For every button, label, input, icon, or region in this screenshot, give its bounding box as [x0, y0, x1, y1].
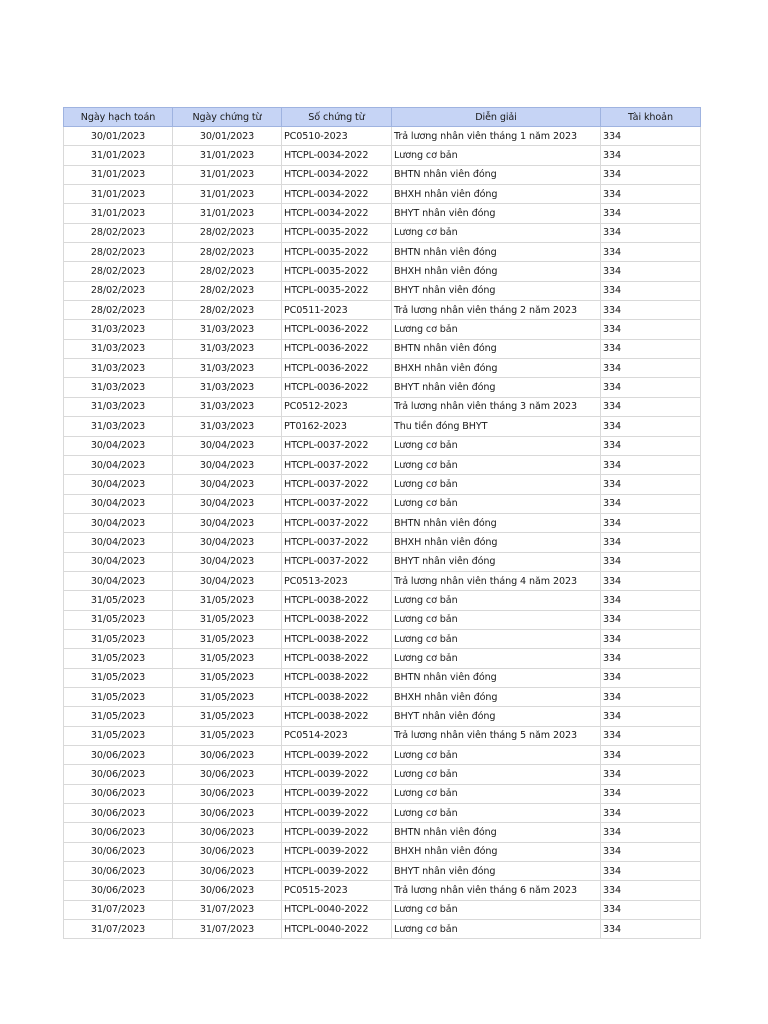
document-date-cell: 31/01/2023 — [173, 165, 282, 184]
account-cell: 334 — [601, 455, 701, 474]
document-date-cell: 30/06/2023 — [173, 746, 282, 765]
description-cell: BHTN nhân viên đóng — [392, 513, 601, 532]
document-date-cell: 28/02/2023 — [173, 262, 282, 281]
document-date-cell: 30/06/2023 — [173, 881, 282, 900]
document-number-cell: HTCPL-0035-2022 — [282, 223, 392, 242]
document-number-cell: HTCPL-0039-2022 — [282, 823, 392, 842]
description-cell: Trả lương nhân viên tháng 5 năm 2023 — [392, 726, 601, 745]
description-cell: Lương cơ bản — [392, 765, 601, 784]
table-row — [64, 746, 701, 765]
accounting-date-cell: 31/01/2023 — [64, 146, 173, 165]
document-number-cell: HTCPL-0034-2022 — [282, 185, 392, 204]
document-number-cell: HTCPL-0040-2022 — [282, 900, 392, 919]
account-cell: 334 — [601, 165, 701, 184]
header-accounting-date: Ngày hạch toán — [64, 108, 173, 127]
description-cell: Lương cơ bản — [392, 223, 601, 242]
description-cell: Lương cơ bản — [392, 475, 601, 494]
accounting-date-cell: 31/03/2023 — [64, 417, 173, 436]
accounting-date-cell: 30/04/2023 — [64, 513, 173, 532]
ledger-sheet — [63, 107, 701, 939]
description-cell: Lương cơ bản — [392, 746, 601, 765]
document-number-cell: HTCPL-0039-2022 — [282, 862, 392, 881]
table-row — [64, 475, 701, 494]
document-date-cell: 30/04/2023 — [173, 552, 282, 571]
description-cell: BHXH nhân viên đóng — [392, 262, 601, 281]
document-date-cell: 30/04/2023 — [173, 494, 282, 513]
table-row — [64, 920, 701, 939]
document-date-cell: 31/01/2023 — [173, 185, 282, 204]
account-cell: 334 — [601, 262, 701, 281]
document-number-cell: HTCPL-0036-2022 — [282, 359, 392, 378]
accounting-date-cell: 28/02/2023 — [64, 243, 173, 262]
document-number-cell: HTCPL-0034-2022 — [282, 165, 392, 184]
document-date-cell: 31/05/2023 — [173, 726, 282, 745]
document-number-cell: HTCPL-0038-2022 — [282, 687, 392, 706]
account-cell: 334 — [601, 204, 701, 223]
document-date-cell: 31/03/2023 — [173, 397, 282, 416]
account-cell: 334 — [601, 378, 701, 397]
account-cell: 334 — [601, 610, 701, 629]
document-date-cell: 31/05/2023 — [173, 668, 282, 687]
document-number-cell: HTCPL-0038-2022 — [282, 668, 392, 687]
document-date-cell: 30/04/2023 — [173, 436, 282, 455]
document-date-cell: 30/06/2023 — [173, 842, 282, 861]
account-cell: 334 — [601, 842, 701, 861]
accounting-date-cell: 30/04/2023 — [64, 455, 173, 474]
account-cell: 334 — [601, 243, 701, 262]
document-number-cell: HTCPL-0039-2022 — [282, 746, 392, 765]
account-cell: 334 — [601, 339, 701, 358]
account-cell: 334 — [601, 475, 701, 494]
account-cell: 334 — [601, 127, 701, 146]
description-cell: Trả lương nhân viên tháng 1 năm 2023 — [392, 127, 601, 146]
accounting-date-cell: 31/03/2023 — [64, 378, 173, 397]
document-number-cell: PT0162-2023 — [282, 417, 392, 436]
table-row — [64, 533, 701, 552]
description-cell: Trả lương nhân viên tháng 2 năm 2023 — [392, 301, 601, 320]
accounting-date-cell: 31/01/2023 — [64, 204, 173, 223]
account-cell: 334 — [601, 185, 701, 204]
document-date-cell: 30/06/2023 — [173, 784, 282, 803]
table-row — [64, 591, 701, 610]
document-number-cell: HTCPL-0037-2022 — [282, 436, 392, 455]
document-date-cell: 31/07/2023 — [173, 920, 282, 939]
description-cell: BHXH nhân viên đóng — [392, 842, 601, 861]
accounting-date-cell: 31/05/2023 — [64, 687, 173, 706]
document-date-cell: 31/05/2023 — [173, 591, 282, 610]
account-cell: 334 — [601, 281, 701, 300]
document-number-cell: HTCPL-0036-2022 — [282, 339, 392, 358]
account-cell: 334 — [601, 436, 701, 455]
description-cell: BHTN nhân viên đóng — [392, 668, 601, 687]
accounting-date-cell: 28/02/2023 — [64, 301, 173, 320]
description-cell: Lương cơ bản — [392, 649, 601, 668]
document-date-cell: 31/01/2023 — [173, 204, 282, 223]
accounting-date-cell: 31/05/2023 — [64, 591, 173, 610]
accounting-date-cell: 30/06/2023 — [64, 765, 173, 784]
accounting-date-cell: 31/07/2023 — [64, 900, 173, 919]
accounting-date-cell: 31/05/2023 — [64, 649, 173, 668]
description-cell: Lương cơ bản — [392, 146, 601, 165]
account-cell: 334 — [601, 629, 701, 648]
account-cell: 334 — [601, 571, 701, 590]
account-cell: 334 — [601, 494, 701, 513]
account-cell: 334 — [601, 533, 701, 552]
document-number-cell: PC0513-2023 — [282, 571, 392, 590]
document-number-cell: PC0512-2023 — [282, 397, 392, 416]
document-date-cell: 31/03/2023 — [173, 359, 282, 378]
document-date-cell: 30/06/2023 — [173, 804, 282, 823]
header-row — [64, 108, 701, 127]
table-row — [64, 804, 701, 823]
table-row — [64, 513, 701, 532]
accounting-date-cell: 31/05/2023 — [64, 610, 173, 629]
account-cell: 334 — [601, 359, 701, 378]
description-cell: Lương cơ bản — [392, 784, 601, 803]
accounting-date-cell: 31/05/2023 — [64, 629, 173, 648]
table-row — [64, 320, 701, 339]
account-cell: 334 — [601, 417, 701, 436]
table-row — [64, 281, 701, 300]
accounting-date-cell: 31/03/2023 — [64, 320, 173, 339]
account-cell: 334 — [601, 223, 701, 242]
description-cell: Lương cơ bản — [392, 610, 601, 629]
document-date-cell: 31/03/2023 — [173, 417, 282, 436]
table-row — [64, 436, 701, 455]
table-row — [64, 862, 701, 881]
document-date-cell: 31/07/2023 — [173, 900, 282, 919]
accounting-date-cell: 31/01/2023 — [64, 165, 173, 184]
accounting-date-cell: 28/02/2023 — [64, 262, 173, 281]
account-cell: 334 — [601, 920, 701, 939]
account-cell: 334 — [601, 900, 701, 919]
description-cell: Lương cơ bản — [392, 320, 601, 339]
accounting-date-cell: 31/05/2023 — [64, 726, 173, 745]
table-row — [64, 687, 701, 706]
accounting-date-cell: 31/03/2023 — [64, 397, 173, 416]
document-date-cell: 30/04/2023 — [173, 571, 282, 590]
description-cell: Lương cơ bản — [392, 455, 601, 474]
document-number-cell: HTCPL-0039-2022 — [282, 842, 392, 861]
document-number-cell: HTCPL-0037-2022 — [282, 455, 392, 474]
accounting-date-cell: 28/02/2023 — [64, 281, 173, 300]
document-number-cell: HTCPL-0038-2022 — [282, 707, 392, 726]
account-cell: 334 — [601, 649, 701, 668]
document-number-cell: HTCPL-0035-2022 — [282, 262, 392, 281]
table-row — [64, 223, 701, 242]
account-cell: 334 — [601, 552, 701, 571]
table-row — [64, 165, 701, 184]
document-date-cell: 31/05/2023 — [173, 610, 282, 629]
description-cell: Trả lương nhân viên tháng 6 năm 2023 — [392, 881, 601, 900]
document-number-cell: HTCPL-0039-2022 — [282, 765, 392, 784]
accounting-date-cell: 30/06/2023 — [64, 784, 173, 803]
account-cell: 334 — [601, 746, 701, 765]
document-date-cell: 30/04/2023 — [173, 455, 282, 474]
document-number-cell: HTCPL-0038-2022 — [282, 610, 392, 629]
description-cell: Lương cơ bản — [392, 900, 601, 919]
table-row — [64, 378, 701, 397]
description-cell: Trả lương nhân viên tháng 3 năm 2023 — [392, 397, 601, 416]
account-cell: 334 — [601, 881, 701, 900]
table-row — [64, 127, 701, 146]
description-cell: BHTN nhân viên đóng — [392, 243, 601, 262]
table-row — [64, 571, 701, 590]
document-number-cell: HTCPL-0038-2022 — [282, 629, 392, 648]
document-date-cell: 30/06/2023 — [173, 765, 282, 784]
accounting-date-cell: 30/06/2023 — [64, 862, 173, 881]
accounting-date-cell: 30/06/2023 — [64, 881, 173, 900]
document-date-cell: 31/03/2023 — [173, 320, 282, 339]
document-date-cell: 28/02/2023 — [173, 301, 282, 320]
description-cell: Thu tiền đóng BHYT — [392, 417, 601, 436]
document-number-cell: PC0515-2023 — [282, 881, 392, 900]
table-row — [64, 629, 701, 648]
document-number-cell: PC0511-2023 — [282, 301, 392, 320]
document-date-cell: 28/02/2023 — [173, 223, 282, 242]
table-row — [64, 301, 701, 320]
accounting-date-cell: 30/04/2023 — [64, 533, 173, 552]
document-number-cell: HTCPL-0039-2022 — [282, 804, 392, 823]
table-row — [64, 339, 701, 358]
table-row — [64, 784, 701, 803]
document-date-cell: 31/05/2023 — [173, 707, 282, 726]
header-account: Tài khoản — [601, 108, 701, 127]
account-cell: 334 — [601, 513, 701, 532]
accounting-date-cell: 30/06/2023 — [64, 746, 173, 765]
table-row — [64, 707, 701, 726]
description-cell: BHYT nhân viên đóng — [392, 552, 601, 571]
table-row — [64, 185, 701, 204]
table-row — [64, 494, 701, 513]
account-cell: 334 — [601, 320, 701, 339]
document-number-cell: HTCPL-0034-2022 — [282, 146, 392, 165]
description-cell: Trả lương nhân viên tháng 4 năm 2023 — [392, 571, 601, 590]
table-body — [64, 127, 701, 939]
document-number-cell: HTCPL-0037-2022 — [282, 552, 392, 571]
document-date-cell: 31/03/2023 — [173, 378, 282, 397]
document-date-cell: 30/04/2023 — [173, 475, 282, 494]
description-cell: BHYT nhân viên đóng — [392, 707, 601, 726]
description-cell: Lương cơ bản — [392, 591, 601, 610]
table-row — [64, 417, 701, 436]
account-cell: 334 — [601, 146, 701, 165]
accounting-date-cell: 30/04/2023 — [64, 494, 173, 513]
accounting-date-cell: 31/01/2023 — [64, 185, 173, 204]
description-cell: Lương cơ bản — [392, 629, 601, 648]
description-cell: BHYT nhân viên đóng — [392, 281, 601, 300]
description-cell: Lương cơ bản — [392, 804, 601, 823]
table-row — [64, 552, 701, 571]
document-number-cell: PC0510-2023 — [282, 127, 392, 146]
document-number-cell: HTCPL-0036-2022 — [282, 320, 392, 339]
header-document-number: Số chứng từ — [282, 108, 392, 127]
accounting-date-cell: 30/06/2023 — [64, 823, 173, 842]
accounting-date-cell: 30/01/2023 — [64, 127, 173, 146]
table-row — [64, 881, 701, 900]
table-row — [64, 146, 701, 165]
description-cell: BHXH nhân viên đóng — [392, 687, 601, 706]
document-number-cell: HTCPL-0036-2022 — [282, 378, 392, 397]
table-row — [64, 610, 701, 629]
header-document-date: Ngày chứng từ — [173, 108, 282, 127]
accounting-date-cell: 31/03/2023 — [64, 359, 173, 378]
account-cell: 334 — [601, 804, 701, 823]
accounting-date-cell: 30/04/2023 — [64, 475, 173, 494]
ledger-table — [63, 107, 701, 939]
document-date-cell: 31/01/2023 — [173, 146, 282, 165]
account-cell: 334 — [601, 726, 701, 745]
header-description: Diễn giải — [392, 108, 601, 127]
description-cell: BHXH nhân viên đóng — [392, 359, 601, 378]
accounting-date-cell: 30/04/2023 — [64, 552, 173, 571]
accounting-date-cell: 31/05/2023 — [64, 707, 173, 726]
document-number-cell: HTCPL-0037-2022 — [282, 533, 392, 552]
account-cell: 334 — [601, 862, 701, 881]
table-row — [64, 726, 701, 745]
account-cell: 334 — [601, 668, 701, 687]
accounting-date-cell: 28/02/2023 — [64, 223, 173, 242]
table-row — [64, 765, 701, 784]
description-cell: BHXH nhân viên đóng — [392, 185, 601, 204]
document-number-cell: HTCPL-0039-2022 — [282, 784, 392, 803]
accounting-date-cell: 30/06/2023 — [64, 842, 173, 861]
description-cell: Lương cơ bản — [392, 436, 601, 455]
description-cell: BHYT nhân viên đóng — [392, 204, 601, 223]
document-number-cell: HTCPL-0034-2022 — [282, 204, 392, 223]
account-cell: 334 — [601, 707, 701, 726]
document-number-cell: PC0514-2023 — [282, 726, 392, 745]
table-row — [64, 668, 701, 687]
description-cell: Lương cơ bản — [392, 494, 601, 513]
document-number-cell: HTCPL-0038-2022 — [282, 591, 392, 610]
description-cell: BHYT nhân viên đóng — [392, 378, 601, 397]
document-date-cell: 28/02/2023 — [173, 281, 282, 300]
description-cell: BHTN nhân viên đóng — [392, 165, 601, 184]
document-number-cell: HTCPL-0040-2022 — [282, 920, 392, 939]
document-date-cell: 31/05/2023 — [173, 687, 282, 706]
document-number-cell: HTCPL-0037-2022 — [282, 475, 392, 494]
document-date-cell: 30/04/2023 — [173, 533, 282, 552]
description-cell: BHTN nhân viên đóng — [392, 339, 601, 358]
account-cell: 334 — [601, 823, 701, 842]
description-cell: Lương cơ bản — [392, 920, 601, 939]
document-number-cell: HTCPL-0038-2022 — [282, 649, 392, 668]
document-date-cell: 31/05/2023 — [173, 649, 282, 668]
document-date-cell: 31/03/2023 — [173, 339, 282, 358]
accounting-date-cell: 30/04/2023 — [64, 571, 173, 590]
account-cell: 334 — [601, 765, 701, 784]
accounting-date-cell: 31/07/2023 — [64, 920, 173, 939]
table-row — [64, 823, 701, 842]
table-row — [64, 204, 701, 223]
table-row — [64, 900, 701, 919]
description-cell: BHXH nhân viên đóng — [392, 533, 601, 552]
document-date-cell: 28/02/2023 — [173, 243, 282, 262]
description-cell: BHYT nhân viên đóng — [392, 862, 601, 881]
accounting-date-cell: 31/05/2023 — [64, 668, 173, 687]
account-cell: 334 — [601, 687, 701, 706]
table-row — [64, 243, 701, 262]
account-cell: 334 — [601, 784, 701, 803]
document-number-cell: HTCPL-0037-2022 — [282, 494, 392, 513]
document-number-cell: HTCPL-0037-2022 — [282, 513, 392, 532]
document-number-cell: HTCPL-0035-2022 — [282, 281, 392, 300]
account-cell: 334 — [601, 301, 701, 320]
description-cell: BHTN nhân viên đóng — [392, 823, 601, 842]
account-cell: 334 — [601, 591, 701, 610]
table-row — [64, 397, 701, 416]
table-row — [64, 359, 701, 378]
table-row — [64, 262, 701, 281]
document-date-cell: 31/05/2023 — [173, 629, 282, 648]
document-date-cell: 30/06/2023 — [173, 862, 282, 881]
table-row — [64, 842, 701, 861]
table-row — [64, 455, 701, 474]
accounting-date-cell: 30/04/2023 — [64, 436, 173, 455]
account-cell: 334 — [601, 397, 701, 416]
accounting-date-cell: 30/06/2023 — [64, 804, 173, 823]
document-date-cell: 30/01/2023 — [173, 127, 282, 146]
table-row — [64, 649, 701, 668]
accounting-date-cell: 31/03/2023 — [64, 339, 173, 358]
document-number-cell: HTCPL-0035-2022 — [282, 243, 392, 262]
document-date-cell: 30/04/2023 — [173, 513, 282, 532]
document-date-cell: 30/06/2023 — [173, 823, 282, 842]
